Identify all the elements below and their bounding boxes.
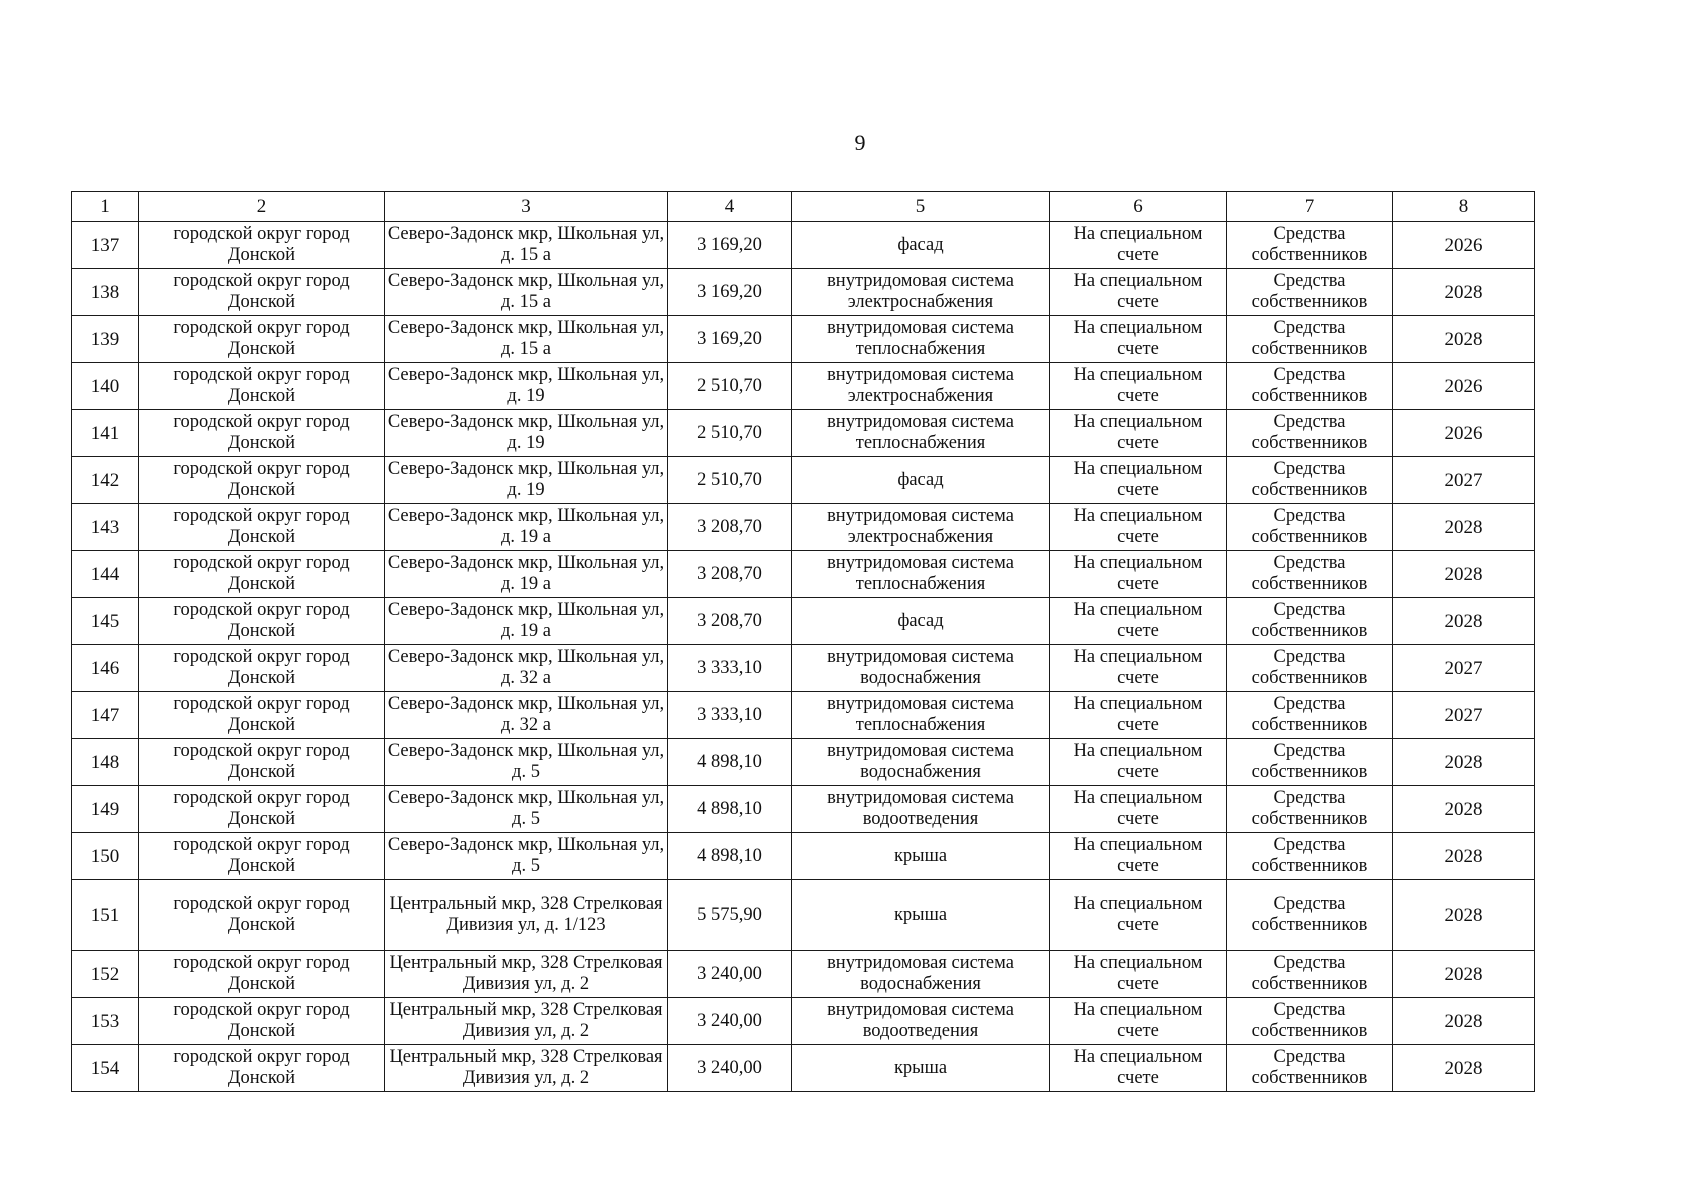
year-cell: 2027 bbox=[1393, 645, 1535, 692]
row-number: 146 bbox=[72, 645, 139, 692]
address-cell: Северо-Задонск мкр, Школьная ул, д. 15 а bbox=[385, 269, 668, 316]
year-cell: 2028 bbox=[1393, 786, 1535, 833]
account-type-cell: На специальном счете bbox=[1050, 645, 1227, 692]
funding-source-cell: Средства собственников bbox=[1227, 998, 1393, 1045]
funding-source-cell: Средства собственников bbox=[1227, 692, 1393, 739]
district-cell: городской округ город Донской bbox=[139, 269, 385, 316]
funding-source-cell: Средства собственников bbox=[1227, 880, 1393, 951]
district-cell: городской округ город Донской bbox=[139, 998, 385, 1045]
district-cell: городской округ город Донской bbox=[139, 551, 385, 598]
area-cell: 3 169,20 bbox=[668, 269, 792, 316]
column-header-8: 8 bbox=[1393, 192, 1535, 222]
area-cell: 3 208,70 bbox=[668, 551, 792, 598]
area-cell: 4 898,10 bbox=[668, 739, 792, 786]
address-cell: Северо-Задонск мкр, Школьная ул, д. 15 а bbox=[385, 316, 668, 363]
address-cell: Центральный мкр, 328 Стрелковая Дивизия ул, д. 2 bbox=[385, 951, 668, 998]
year-cell: 2027 bbox=[1393, 457, 1535, 504]
table-row bbox=[72, 833, 1535, 880]
address-cell: Центральный мкр, 328 Стрелковая Дивизия ул, д. 1/123 bbox=[385, 880, 668, 951]
row-number: 144 bbox=[72, 551, 139, 598]
row-number: 154 bbox=[72, 1045, 139, 1092]
area-cell: 3 240,00 bbox=[668, 951, 792, 998]
year-cell: 2028 bbox=[1393, 880, 1535, 951]
funding-source-cell: Средства собственников bbox=[1227, 222, 1393, 269]
column-header-2: 2 bbox=[139, 192, 385, 222]
district-cell: городской округ город Донской bbox=[139, 316, 385, 363]
funding-source-cell: Средства собственников bbox=[1227, 551, 1393, 598]
row-number: 137 bbox=[72, 222, 139, 269]
table-row bbox=[72, 598, 1535, 645]
area-cell: 2 510,70 bbox=[668, 363, 792, 410]
repair-schedule-table bbox=[71, 191, 1535, 1092]
address-cell: Северо-Задонск мкр, Школьная ул, д. 32 а bbox=[385, 645, 668, 692]
district-cell: городской округ город Донской bbox=[139, 880, 385, 951]
funding-source-cell: Средства собственников bbox=[1227, 833, 1393, 880]
row-number: 151 bbox=[72, 880, 139, 951]
area-cell: 2 510,70 bbox=[668, 410, 792, 457]
work-type-cell: внутридомовая система водоснабжения bbox=[792, 645, 1050, 692]
column-header-6: 6 bbox=[1050, 192, 1227, 222]
year-cell: 2028 bbox=[1393, 998, 1535, 1045]
district-cell: городской округ город Донской bbox=[139, 363, 385, 410]
row-number: 142 bbox=[72, 457, 139, 504]
area-cell: 5 575,90 bbox=[668, 880, 792, 951]
table-row bbox=[72, 457, 1535, 504]
account-type-cell: На специальном счете bbox=[1050, 457, 1227, 504]
table-row bbox=[72, 786, 1535, 833]
year-cell: 2028 bbox=[1393, 1045, 1535, 1092]
funding-source-cell: Средства собственников bbox=[1227, 410, 1393, 457]
column-header-5: 5 bbox=[792, 192, 1050, 222]
year-cell: 2027 bbox=[1393, 692, 1535, 739]
table-row bbox=[72, 951, 1535, 998]
funding-source-cell: Средства собственников bbox=[1227, 739, 1393, 786]
account-type-cell: На специальном счете bbox=[1050, 598, 1227, 645]
work-type-cell: внутридомовая система теплоснабжения bbox=[792, 410, 1050, 457]
account-type-cell: На специальном счете bbox=[1050, 551, 1227, 598]
district-cell: городской округ город Донской bbox=[139, 598, 385, 645]
page-number: 9 bbox=[854, 130, 866, 155]
funding-source-cell: Средства собственников bbox=[1227, 504, 1393, 551]
work-type-cell: внутридомовая система теплоснабжения bbox=[792, 692, 1050, 739]
account-type-cell: На специальном счете bbox=[1050, 363, 1227, 410]
year-cell: 2028 bbox=[1393, 551, 1535, 598]
funding-source-cell: Средства собственников bbox=[1227, 316, 1393, 363]
work-type-cell: крыша bbox=[792, 880, 1050, 951]
district-cell: городской округ город Донской bbox=[139, 645, 385, 692]
account-type-cell: На специальном счете bbox=[1050, 951, 1227, 998]
table-row bbox=[72, 739, 1535, 786]
address-cell: Северо-Задонск мкр, Школьная ул, д. 19 bbox=[385, 363, 668, 410]
year-cell: 2026 bbox=[1393, 363, 1535, 410]
table-row bbox=[72, 363, 1535, 410]
row-number: 153 bbox=[72, 998, 139, 1045]
address-cell: Северо-Задонск мкр, Школьная ул, д. 19 а bbox=[385, 598, 668, 645]
address-cell: Северо-Задонск мкр, Школьная ул, д. 19 а bbox=[385, 551, 668, 598]
table-row bbox=[72, 269, 1535, 316]
year-cell: 2028 bbox=[1393, 598, 1535, 645]
district-cell: городской округ город Донской bbox=[139, 457, 385, 504]
district-cell: городской округ город Донской bbox=[139, 951, 385, 998]
row-number: 147 bbox=[72, 692, 139, 739]
address-cell: Северо-Задонск мкр, Школьная ул, д. 19 а bbox=[385, 504, 668, 551]
work-type-cell: внутридомовая система электроснабжения bbox=[792, 504, 1050, 551]
area-cell: 3 240,00 bbox=[668, 1045, 792, 1092]
area-cell: 3 333,10 bbox=[668, 645, 792, 692]
account-type-cell: На специальном счете bbox=[1050, 316, 1227, 363]
row-number: 145 bbox=[72, 598, 139, 645]
account-type-cell: На специальном счете bbox=[1050, 998, 1227, 1045]
row-number: 138 bbox=[72, 269, 139, 316]
work-type-cell: внутридомовая система электроснабжения bbox=[792, 363, 1050, 410]
funding-source-cell: Средства собственников bbox=[1227, 1045, 1393, 1092]
address-cell: Северо-Задонск мкр, Школьная ул, д. 5 bbox=[385, 833, 668, 880]
district-cell: городской округ город Донской bbox=[139, 692, 385, 739]
row-number: 148 bbox=[72, 739, 139, 786]
account-type-cell: На специальном счете bbox=[1050, 410, 1227, 457]
work-type-cell: внутридомовая система водоотведения bbox=[792, 998, 1050, 1045]
table-row bbox=[72, 880, 1535, 951]
funding-source-cell: Средства собственников bbox=[1227, 645, 1393, 692]
work-type-cell: внутридомовая система теплоснабжения bbox=[792, 551, 1050, 598]
area-cell: 3 169,20 bbox=[668, 222, 792, 269]
table-body bbox=[72, 222, 1535, 1092]
account-type-cell: На специальном счете bbox=[1050, 692, 1227, 739]
address-cell: Северо-Задонск мкр, Школьная ул, д. 19 bbox=[385, 410, 668, 457]
header-row bbox=[72, 192, 1535, 222]
funding-source-cell: Средства собственников bbox=[1227, 786, 1393, 833]
address-cell: Северо-Задонск мкр, Школьная ул, д. 15 а bbox=[385, 222, 668, 269]
work-type-cell: внутридомовая система водоснабжения bbox=[792, 951, 1050, 998]
table-row bbox=[72, 316, 1535, 363]
work-type-cell: внутридомовая система водоотведения bbox=[792, 786, 1050, 833]
address-cell: Северо-Задонск мкр, Школьная ул, д. 5 bbox=[385, 739, 668, 786]
table-row bbox=[72, 551, 1535, 598]
work-type-cell: фасад bbox=[792, 457, 1050, 504]
row-number: 139 bbox=[72, 316, 139, 363]
account-type-cell: На специальном счете bbox=[1050, 786, 1227, 833]
row-number: 150 bbox=[72, 833, 139, 880]
row-number: 141 bbox=[72, 410, 139, 457]
account-type-cell: На специальном счете bbox=[1050, 222, 1227, 269]
address-cell: Северо-Задонск мкр, Школьная ул, д. 5 bbox=[385, 786, 668, 833]
column-header-7: 7 bbox=[1227, 192, 1393, 222]
work-type-cell: фасад bbox=[792, 222, 1050, 269]
funding-source-cell: Средства собственников bbox=[1227, 363, 1393, 410]
district-cell: городской округ город Донской bbox=[139, 410, 385, 457]
column-header-3: 3 bbox=[385, 192, 668, 222]
funding-source-cell: Средства собственников bbox=[1227, 598, 1393, 645]
row-number: 152 bbox=[72, 951, 139, 998]
table-row bbox=[72, 410, 1535, 457]
year-cell: 2028 bbox=[1393, 269, 1535, 316]
address-cell: Северо-Задонск мкр, Школьная ул, д. 19 bbox=[385, 457, 668, 504]
account-type-cell: На специальном счете bbox=[1050, 1045, 1227, 1092]
address-cell: Центральный мкр, 328 Стрелковая Дивизия ул, д. 2 bbox=[385, 1045, 668, 1092]
address-cell: Центральный мкр, 328 Стрелковая Дивизия ул, д. 2 bbox=[385, 998, 668, 1045]
work-type-cell: фасад bbox=[792, 598, 1050, 645]
table-row bbox=[72, 998, 1535, 1045]
table-row bbox=[72, 504, 1535, 551]
row-number: 140 bbox=[72, 363, 139, 410]
work-type-cell: внутридомовая система теплоснабжения bbox=[792, 316, 1050, 363]
table-row bbox=[72, 692, 1535, 739]
work-type-cell: крыша bbox=[792, 833, 1050, 880]
area-cell: 3 208,70 bbox=[668, 504, 792, 551]
year-cell: 2028 bbox=[1393, 833, 1535, 880]
year-cell: 2026 bbox=[1393, 222, 1535, 269]
district-cell: городской округ город Донской bbox=[139, 222, 385, 269]
account-type-cell: На специальном счете bbox=[1050, 739, 1227, 786]
area-cell: 4 898,10 bbox=[668, 833, 792, 880]
account-type-cell: На специальном счете bbox=[1050, 880, 1227, 951]
row-number: 149 bbox=[72, 786, 139, 833]
district-cell: городской округ город Донской bbox=[139, 1045, 385, 1092]
area-cell: 3 333,10 bbox=[668, 692, 792, 739]
row-number: 143 bbox=[72, 504, 139, 551]
account-type-cell: На специальном счете bbox=[1050, 833, 1227, 880]
work-type-cell: внутридомовая система электроснабжения bbox=[792, 269, 1050, 316]
table-row bbox=[72, 645, 1535, 692]
area-cell: 2 510,70 bbox=[668, 457, 792, 504]
column-header-4: 4 bbox=[668, 192, 792, 222]
area-cell: 4 898,10 bbox=[668, 786, 792, 833]
district-cell: городской округ город Донской bbox=[139, 786, 385, 833]
work-type-cell: внутридомовая система водоснабжения bbox=[792, 739, 1050, 786]
area-cell: 3 169,20 bbox=[668, 316, 792, 363]
funding-source-cell: Средства собственников bbox=[1227, 269, 1393, 316]
table-row bbox=[72, 222, 1535, 269]
district-cell: городской округ город Донской bbox=[139, 833, 385, 880]
account-type-cell: На специальном счете bbox=[1050, 269, 1227, 316]
year-cell: 2028 bbox=[1393, 316, 1535, 363]
district-cell: городской округ город Донской bbox=[139, 504, 385, 551]
work-type-cell: крыша bbox=[792, 1045, 1050, 1092]
area-cell: 3 240,00 bbox=[668, 998, 792, 1045]
year-cell: 2028 bbox=[1393, 504, 1535, 551]
year-cell: 2028 bbox=[1393, 951, 1535, 998]
year-cell: 2026 bbox=[1393, 410, 1535, 457]
table-row bbox=[72, 1045, 1535, 1092]
funding-source-cell: Средства собственников bbox=[1227, 951, 1393, 998]
district-cell: городской округ город Донской bbox=[139, 739, 385, 786]
column-header-1: 1 bbox=[72, 192, 139, 222]
account-type-cell: На специальном счете bbox=[1050, 504, 1227, 551]
funding-source-cell: Средства собственников bbox=[1227, 457, 1393, 504]
year-cell: 2028 bbox=[1393, 739, 1535, 786]
address-cell: Северо-Задонск мкр, Школьная ул, д. 32 а bbox=[385, 692, 668, 739]
area-cell: 3 208,70 bbox=[668, 598, 792, 645]
